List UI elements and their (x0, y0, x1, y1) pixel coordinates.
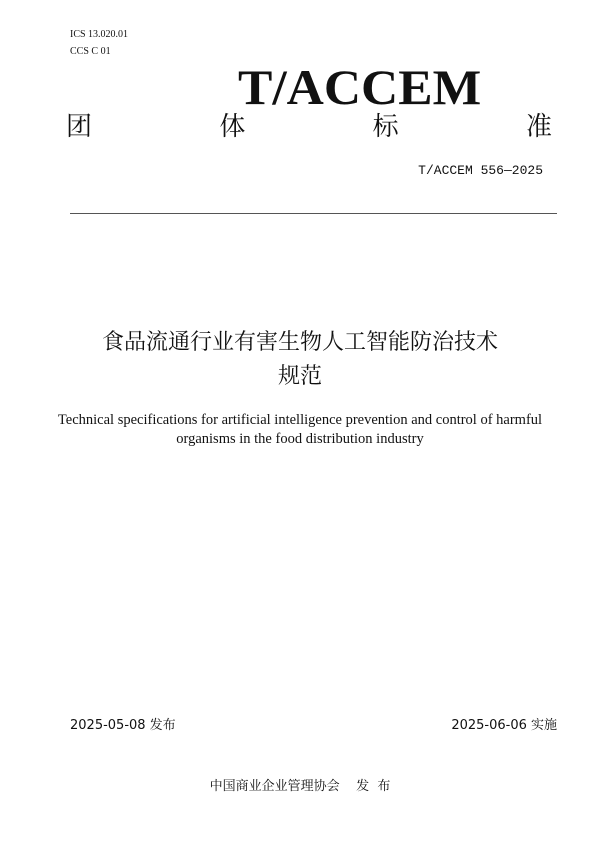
category-char: 标 (372, 112, 399, 142)
english-title-line-1: Technical specifications for artificial intelligence prevention and control of harmful (57, 412, 543, 428)
logo-text: T/ACCEM (238, 59, 482, 115)
divider (70, 213, 557, 214)
standard-number: T/ACCEM 556—2025 (418, 163, 543, 178)
category-char: 体 (219, 112, 246, 142)
ccs-code: CCS C 01 (70, 46, 111, 57)
english-title-line-2: organisms in the food distribution industry (176, 431, 424, 447)
ics-code: ICS 13.020.01 (70, 29, 129, 40)
title-line-1: 食品流通行业有害生物人工智能防治技术 (101, 330, 498, 355)
standard-category (66, 114, 552, 140)
publisher: 中国商业企业管理协会 发 布 (209, 779, 391, 794)
title-line-2: 规范 (277, 364, 322, 389)
category-char: 准 (525, 112, 552, 142)
implement-date: 2025-06-06 实施 (451, 718, 557, 733)
category-char: 团 (66, 112, 93, 142)
publish-date: 2025-05-08 发布 (70, 718, 176, 733)
